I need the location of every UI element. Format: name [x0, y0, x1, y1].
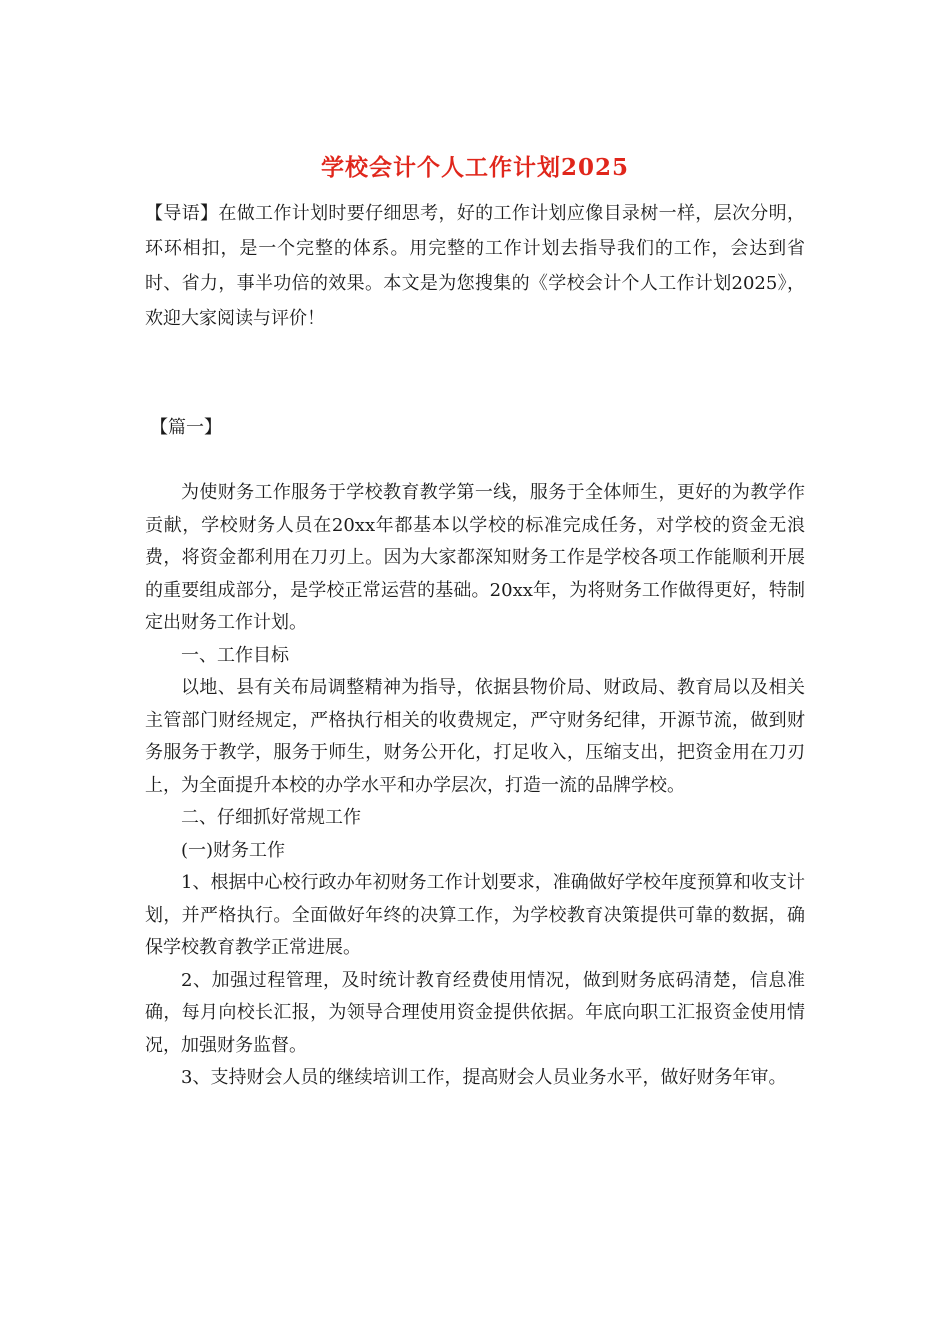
heading-routine-work: 二、仔细抓好常规工作 — [181, 807, 361, 828]
body-text — [145, 477, 805, 1095]
body-paragraph: 为使财务工作服务于学校教育教学第一线，服务于全体师生，更好的为教学作贡献，学校财务人员在20xx年都基本以学校的标准完成任务，对学校的资金无浪费，将资金都利用在刀刃上。因为大家都深知财务工作是学校各项工作能顺利开展的重要组成部分，是学校正常运营的基础。20xx年，为将财务工作做得更好，特制定出财务工作计划。 — [145, 482, 805, 633]
list-item: 2、加强过程管理，及时统计教育经费使用情况，做到财务底码清楚，信息准确，每月向校长汇报，为领导合理使用资金提供依据。年底向职工汇报资金使用情况，加强财务监督。 — [145, 969, 805, 1056]
list-item: 1、根据中心校行政办年初财务工作计划要求，准确做好学校年度预算和收支计划，并严格执行。全面做好年终的决算工作，为学校教育决策提供可靠的数据，确保学校教育教学正常进展。 — [145, 872, 805, 958]
document-title: 学校会计个人工作计划2025 — [320, 154, 629, 181]
section-label: 【篇一】 — [150, 417, 222, 438]
subheading-finance-work: (一)财务工作 — [181, 839, 286, 861]
list-item: 3、支持财会人员的继续培训工作，提高财会人员业务水平，做好财务年审。 — [181, 1067, 787, 1088]
body-paragraph: 以地、县有关布局调整精神为指导，依据县物价局、财政局、教育局以及相关主管部门财经规定，严格执行相关的收费规定，严守财务纪律，开源节流，做到财务服务于教学，服务于师生，财务公开化，打足收入，压缩支出，把资金用在刀刃上，为全面提升本校的办学水平和办学层次，打造一流的品牌学校。 — [145, 677, 805, 796]
heading-work-goals: 一、工作目标 — [181, 644, 289, 666]
intro-paragraph: 【导语】在做工作计划时要仔细思考，好的工作计划应像目录树一样，层次分明，环环相扣，是一个完整的体系。用完整的工作计划去指导我们的工作，会达到省时、省力，事半功倍的效果。本文是为您搜集的《学校会计个人工作计划2025》，欢迎大家阅读与评价！ — [145, 203, 805, 329]
